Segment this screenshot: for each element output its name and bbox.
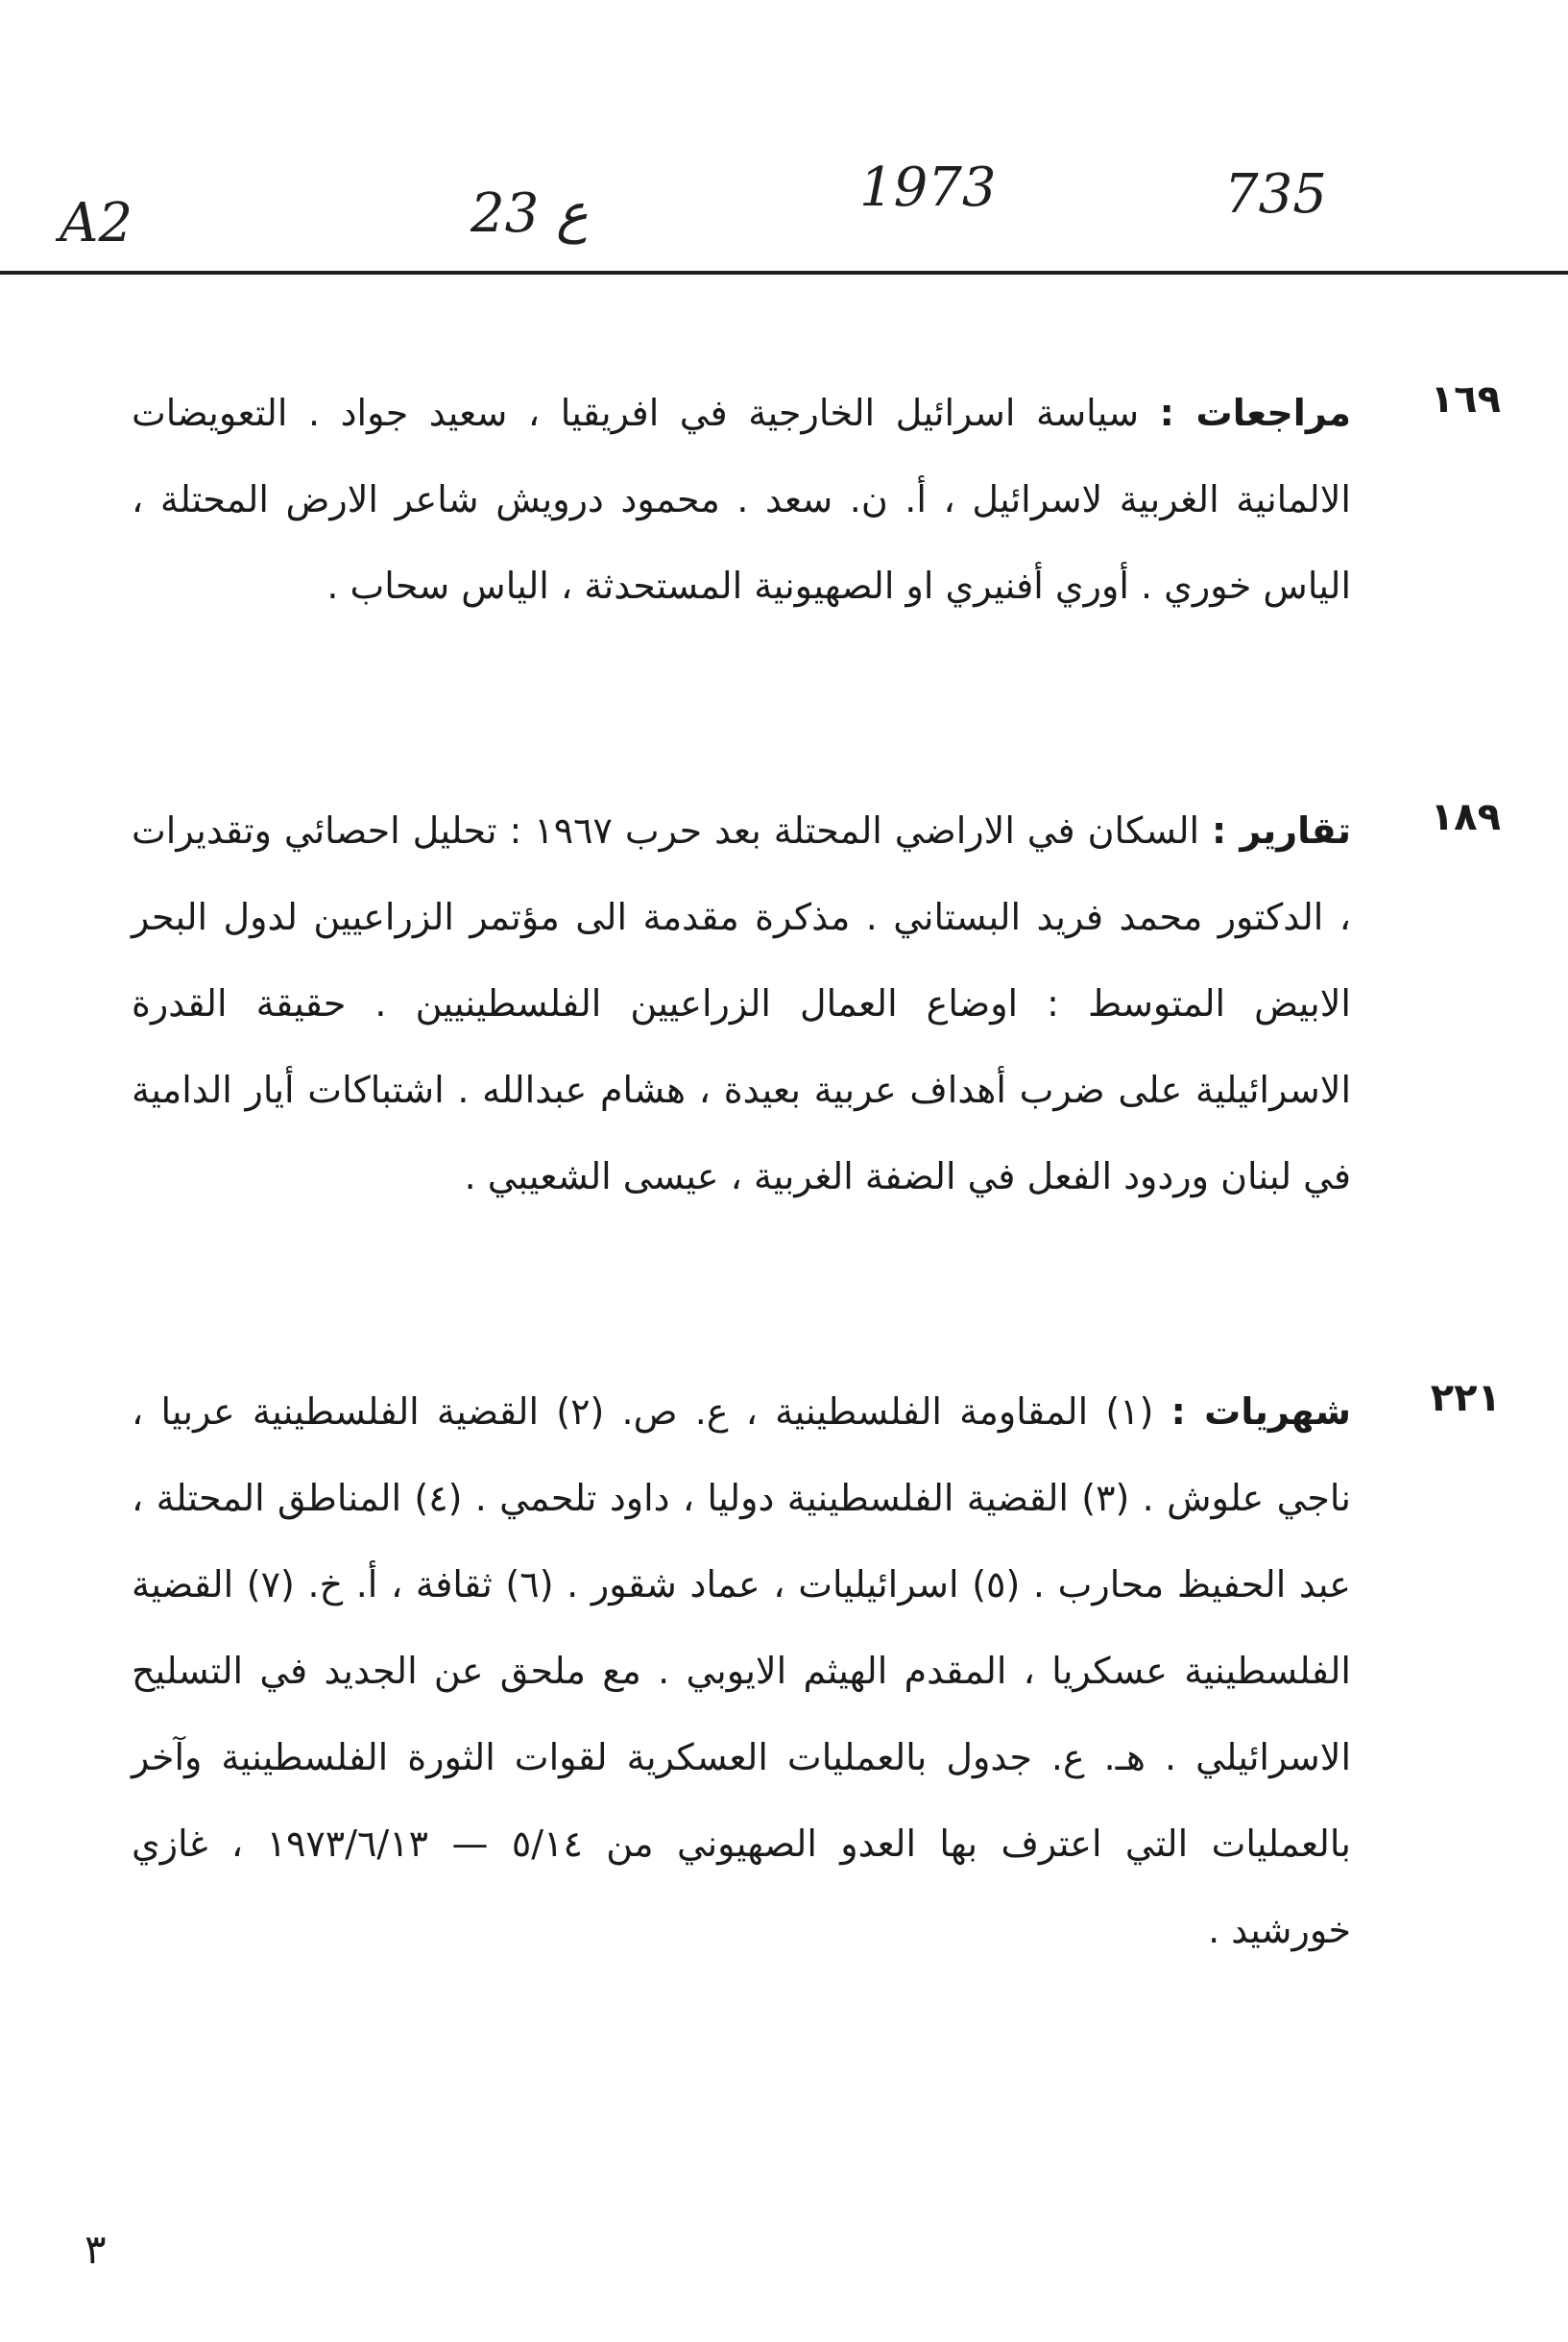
handwritten-volume-mark: A2 [60,192,133,254]
entry-page-number: ١٨٩ [1430,795,1501,839]
handwritten-catalog-number: 735 [1224,163,1327,226]
entry-text: سياسة اسرائيل الخارجية في افريقيا ، سعيد جواد . التعويضات الالمانية الغربية لاسرائيل ، أ. ن. سعد . محمود درويش شاعر الارض المحتلة ، الياس خوري . أوري أفنيري او الصهيونية المستحدثة ، الياس سحاب . [132,392,1351,607]
entry-page-number: ٢٢١ [1430,1376,1501,1420]
entry-text: (١) المقاومة الفلسطينية ، ع. ص. (٢) القضية الفلسطينية عربيا ، ناجي علوش . (٣) القضية الفلسطينية دوليا ، داود تلحمي . (٤) المناطق المحتلة ، عبد الحفيظ محارب . (٥) اسرائيليات ، عماد شقور . (٦) ثقافة ، أ. خ. (٧) القضية الفلسطينية عسكريا ، المقدم الهيثم الايوبي . مع ملحق عن الجديد في التسليح الاسرائيلي . هـ. ع. جدول بالعمليات العسكرية لقوات الثورة الفلسطينية وآخر بالعمليات التي اعترف بها العدو الصهيوني من ٥/١٤ — ١٩٧٣/٦/١٣ ، غازي خورشيد . [132,1390,1352,1951]
entry-heading: مراجعات : [1159,392,1351,434]
handwritten-year-mark: 1973 [859,157,997,219]
entry-heading: تقارير : [1212,809,1351,852]
entry-page-number: ١٦٩ [1430,377,1501,422]
header-rule [0,271,1568,275]
entry-heading: شهريات : [1170,1390,1351,1433]
entry-body [132,787,1351,1219]
page-number: ٣ [84,2226,107,2273]
entry-text: السكان في الاراضي المحتلة بعد حرب ١٩٦٧ : تحليل احصائي وتقديرات ، الدكتور محمد فريد البستاني . مذكرة مقدمة الى مؤتمر الزراعيين لدول البحر الابيض المتوسط : اوضاع العمال الزراعيين الفلسطينيين . حقيقة القدرة الاسرائيلية على ضرب أهداف عربية بعيدة ، هشام عبدالله . اشتباكات أيار الدامية في لبنان وردود الفعل في الضفة الغربية ، عيسى الشعيبي . [132,809,1351,1197]
entry-body [132,1368,1351,1973]
handwritten-issue-mark: 23 ع [470,182,589,245]
entry-body [132,370,1351,629]
